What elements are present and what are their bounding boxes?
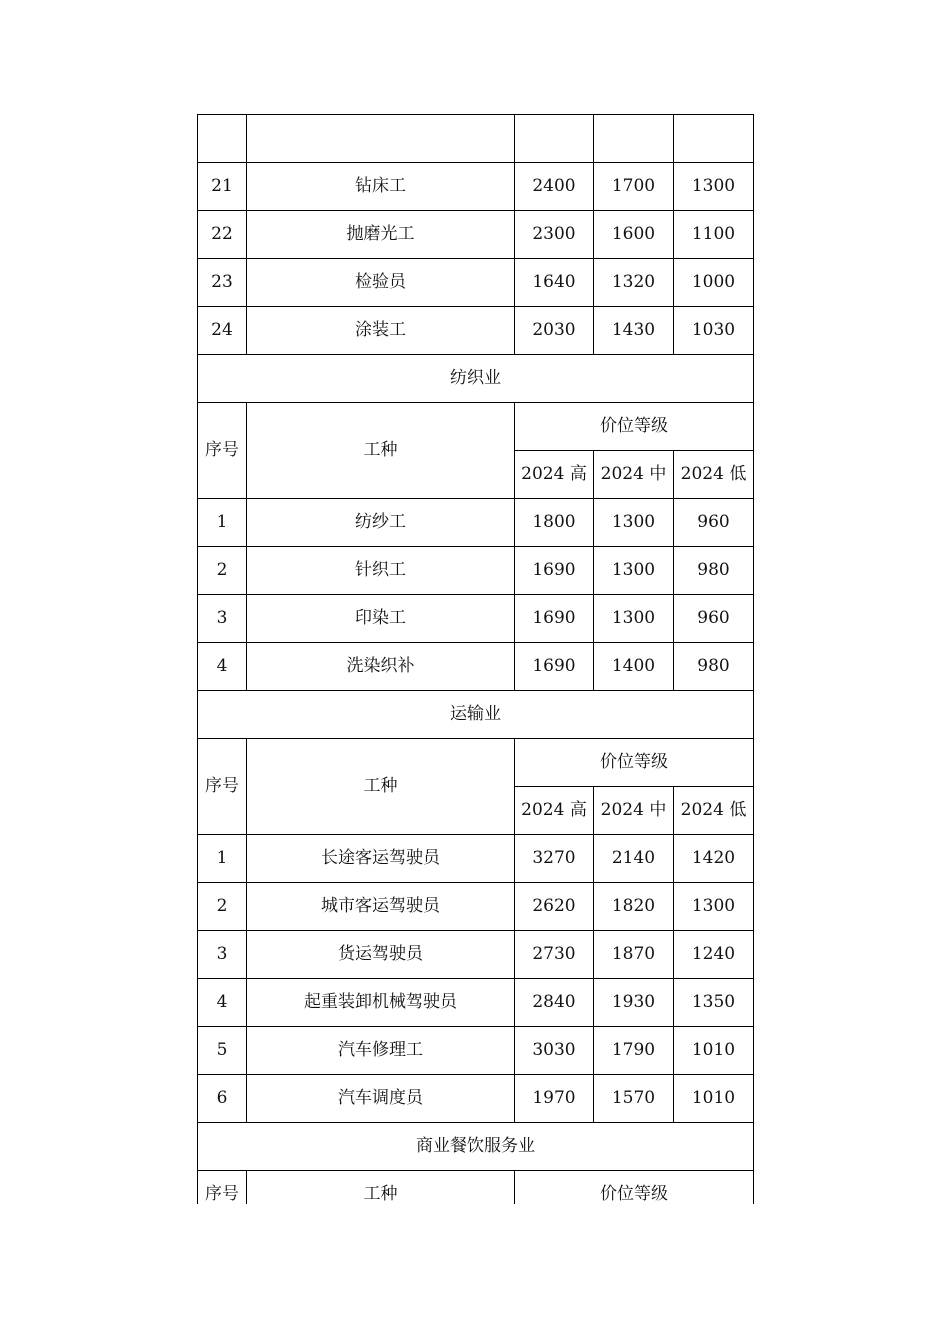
low-cell: 1030 <box>674 307 754 355</box>
high-cell: 3270 <box>515 835 594 883</box>
seq-cell: 2 <box>198 883 247 931</box>
column-header-row <box>198 739 754 787</box>
seq-cell: 4 <box>198 979 247 1027</box>
low-cell: 980 <box>674 547 754 595</box>
seq-cell: 23 <box>198 259 247 307</box>
low-cell: 1010 <box>674 1027 754 1075</box>
high-cell: 2730 <box>515 931 594 979</box>
low-cell: 1300 <box>674 883 754 931</box>
seq-cell: 1 <box>198 499 247 547</box>
table-row <box>198 211 754 259</box>
job-cell: 涂装工 <box>247 307 515 355</box>
page-bottom-mask <box>197 1204 757 1344</box>
column-header-row <box>198 403 754 451</box>
table-row <box>198 307 754 355</box>
seq-header: 序号 <box>198 1171 247 1219</box>
blank-cell <box>198 115 247 163</box>
seq-cell: 4 <box>198 643 247 691</box>
job-cell: 检验员 <box>247 259 515 307</box>
job-cell: 货运驾驶员 <box>247 931 515 979</box>
low-header: 2024 低 <box>674 451 754 499</box>
price-level-header: 价位等级 <box>515 403 754 451</box>
mid-cell: 1570 <box>594 1075 674 1123</box>
seq-cell: 3 <box>198 595 247 643</box>
table-row <box>198 547 754 595</box>
job-cell: 汽车修理工 <box>247 1027 515 1075</box>
section-title-row <box>198 691 754 739</box>
high-cell: 1690 <box>515 547 594 595</box>
job-header: 工种 <box>247 739 515 835</box>
table-row <box>198 163 754 211</box>
wage-table-body <box>198 115 754 1219</box>
seq-cell: 21 <box>198 163 247 211</box>
job-cell: 长途客运驾驶员 <box>247 835 515 883</box>
mid-header: 2024 中 <box>594 787 674 835</box>
table-row <box>198 931 754 979</box>
seq-cell: 24 <box>198 307 247 355</box>
high-cell: 1640 <box>515 259 594 307</box>
mid-cell: 1700 <box>594 163 674 211</box>
job-cell: 针织工 <box>247 547 515 595</box>
mid-header: 2024 中 <box>594 451 674 499</box>
section-title-row <box>198 355 754 403</box>
job-cell: 城市客运驾驶员 <box>247 883 515 931</box>
table-row <box>198 835 754 883</box>
seq-cell: 1 <box>198 835 247 883</box>
table-row <box>198 499 754 547</box>
mid-cell: 1300 <box>594 595 674 643</box>
high-cell: 2400 <box>515 163 594 211</box>
low-cell: 1420 <box>674 835 754 883</box>
blank-cell <box>674 115 754 163</box>
job-cell: 钻床工 <box>247 163 515 211</box>
price-level-header: 价位等级 <box>515 739 754 787</box>
seq-cell: 3 <box>198 931 247 979</box>
low-cell: 960 <box>674 499 754 547</box>
job-cell: 纺纱工 <box>247 499 515 547</box>
job-cell: 印染工 <box>247 595 515 643</box>
blank-header-row <box>198 115 754 163</box>
mid-cell: 1320 <box>594 259 674 307</box>
table-row <box>198 883 754 931</box>
mid-cell: 1300 <box>594 547 674 595</box>
low-cell: 980 <box>674 643 754 691</box>
seq-cell: 2 <box>198 547 247 595</box>
high-cell: 1690 <box>515 643 594 691</box>
price-level-header: 价位等级 <box>515 1171 754 1219</box>
job-header: 工种 <box>247 403 515 499</box>
low-cell: 1010 <box>674 1075 754 1123</box>
mid-cell: 1790 <box>594 1027 674 1075</box>
low-header: 2024 低 <box>674 787 754 835</box>
mid-cell: 2140 <box>594 835 674 883</box>
seq-header: 序号 <box>198 739 247 835</box>
job-header: 工种 <box>247 1171 515 1219</box>
seq-cell: 22 <box>198 211 247 259</box>
section-title: 商业餐饮服务业 <box>198 1123 754 1171</box>
low-cell: 960 <box>674 595 754 643</box>
low-cell: 1000 <box>674 259 754 307</box>
table-row <box>198 595 754 643</box>
high-cell: 1800 <box>515 499 594 547</box>
table-row <box>198 979 754 1027</box>
job-cell: 洗染织补 <box>247 643 515 691</box>
mid-cell: 1870 <box>594 931 674 979</box>
low-cell: 1240 <box>674 931 754 979</box>
seq-header: 序号 <box>198 403 247 499</box>
high-header: 2024 高 <box>515 787 594 835</box>
job-cell: 抛磨光工 <box>247 211 515 259</box>
job-cell: 汽车调度员 <box>247 1075 515 1123</box>
low-cell: 1300 <box>674 163 754 211</box>
section-title: 纺织业 <box>198 355 754 403</box>
table-row <box>198 259 754 307</box>
blank-cell <box>247 115 515 163</box>
mid-cell: 1430 <box>594 307 674 355</box>
table-row <box>198 1075 754 1123</box>
low-cell: 1100 <box>674 211 754 259</box>
seq-cell: 5 <box>198 1027 247 1075</box>
high-cell: 2300 <box>515 211 594 259</box>
high-cell: 3030 <box>515 1027 594 1075</box>
high-cell: 2030 <box>515 307 594 355</box>
low-cell: 1350 <box>674 979 754 1027</box>
high-header: 2024 高 <box>515 451 594 499</box>
high-cell: 2620 <box>515 883 594 931</box>
high-cell: 1970 <box>515 1075 594 1123</box>
wage-price-table <box>197 114 754 1219</box>
mid-cell: 1820 <box>594 883 674 931</box>
table-row <box>198 643 754 691</box>
mid-cell: 1400 <box>594 643 674 691</box>
section-title: 运输业 <box>198 691 754 739</box>
mid-cell: 1930 <box>594 979 674 1027</box>
job-cell: 起重装卸机械驾驶员 <box>247 979 515 1027</box>
high-cell: 2840 <box>515 979 594 1027</box>
table-row <box>198 1027 754 1075</box>
blank-cell <box>594 115 674 163</box>
section-title-row <box>198 1123 754 1171</box>
mid-cell: 1600 <box>594 211 674 259</box>
seq-cell: 6 <box>198 1075 247 1123</box>
mid-cell: 1300 <box>594 499 674 547</box>
high-cell: 1690 <box>515 595 594 643</box>
blank-cell <box>515 115 594 163</box>
